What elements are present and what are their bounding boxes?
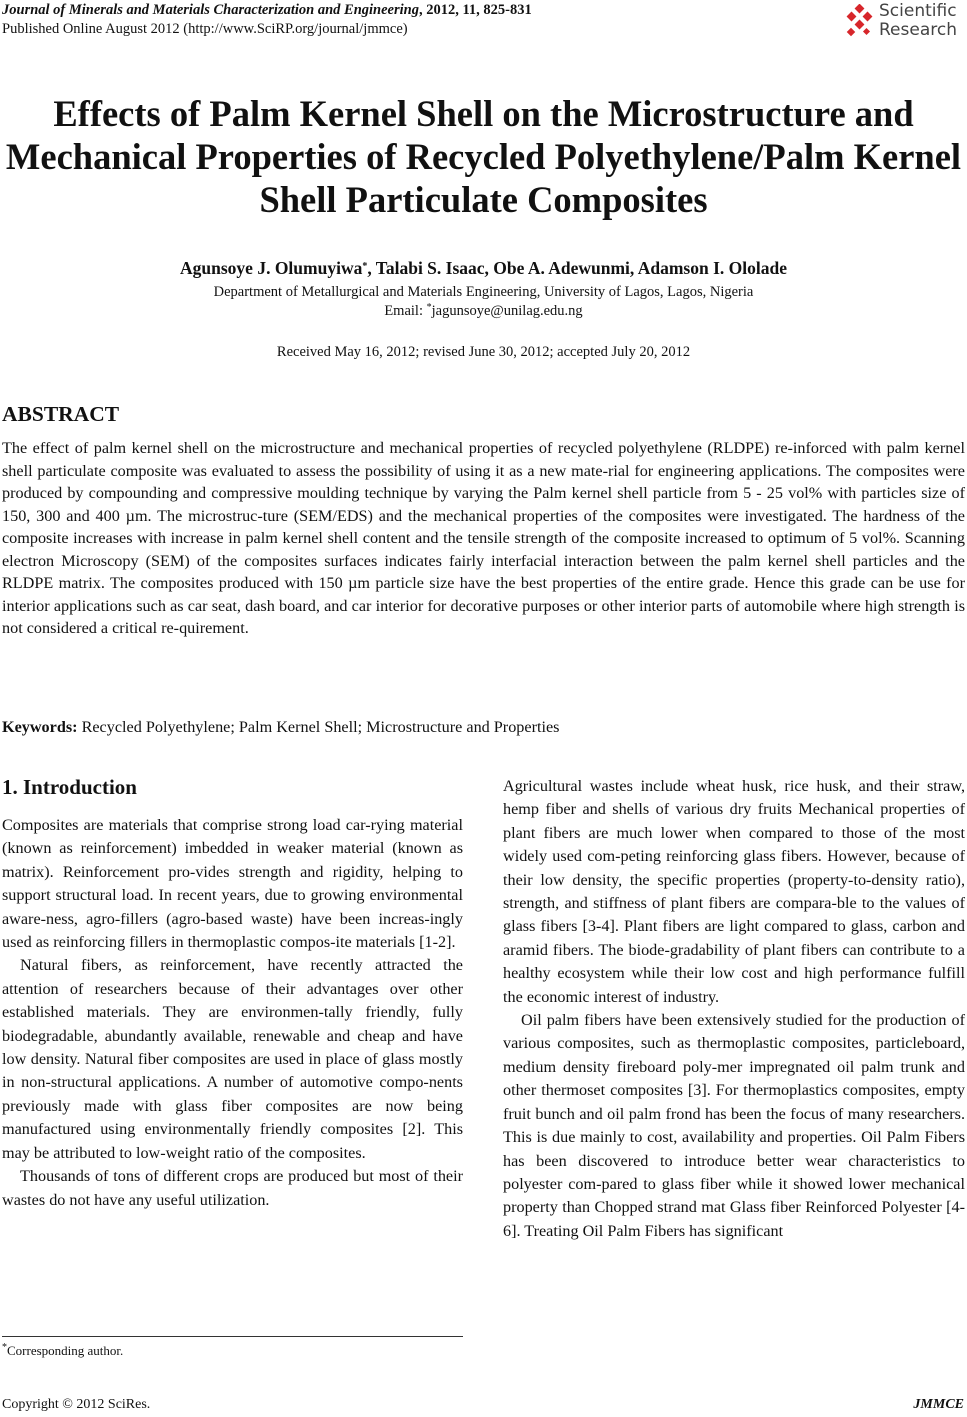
journal-name: Journal of Minerals and Materials Characterization and Engineering	[2, 2, 419, 18]
logo-line-1: Scientific	[879, 1, 957, 21]
intro-paragraph-3: Thousands of tons of different crops are produced but most of their wastes do not have any useful utilization.	[2, 1167, 463, 1209]
email-label: Email:	[384, 303, 427, 319]
scientific-research-logo	[845, 2, 965, 42]
intro-paragraph-4: Agricultural wastes include wheat husk, rice husk, and their straw, hemp fiber and shells of various dry fruits Mechanical properties of plant fibers are much lower when compared to those of the most widely used com-peting reinforcing glass fibers. However, because of their low density, the specific properties (property-to-density ratio), strength, and stiffness of plant fibers are compara-ble to the values of glass fibers [3-4]. Plant fibers are light compared to glass, carbon and aramid fibers. The biode-gradability of plant fibers can contribute to a healthy ecosystem while their low cost and high performance fulfill the economic interest of industry.	[503, 777, 965, 1006]
right-column	[503, 775, 965, 1243]
publication-info: Published Online August 2012 (http://www.SciRP.org/journal/jmmce)	[2, 21, 408, 37]
footnote-text: Corresponding author.	[7, 1343, 124, 1358]
paper-title: Effects of Palm Kernel Shell on the Microstructure and Mechanical Properties of Recycled Polyethylene/Palm Kernel Shell Particulate Composites	[5, 93, 962, 220]
abstract-heading: ABSTRACT	[2, 402, 120, 426]
intro-paragraph-2: Natural fibers, as reinforcement, have recently attracted the attention of researchers because of their advantages over other established materials. They are environmen-tally friendly, fully biodegradable, abundantly available, renewable and cheap and have low density. Natural fiber composites are used in place of glass mostly in non-structural applications. A number of automotive compo-nents previously made with glass fiber composites are now being manufactured using environmentally friendly composites [2]. This may be attributed to low-weight ratio of the composites.	[2, 956, 463, 1162]
journal-citation	[2, 1, 532, 19]
email-mark: *	[426, 302, 432, 313]
footer-journal-abbr: JMMCE	[913, 1397, 964, 1412]
keywords	[2, 718, 965, 737]
keywords-text: Recycled Polyethylene; Palm Kernel Shell; Microstructure and Properties	[77, 718, 560, 736]
logo-text	[879, 2, 957, 40]
logo-line-2: Research	[879, 20, 957, 40]
footnote-mark: *	[2, 1342, 7, 1353]
intro-paragraph-1: Composites are materials that comprise strong load car-rying material (known as reinforcement) imbedded in weaker material (known as matrix). Reinforcement pro-vides strength and rigidity, helping to support structural load. In recent years, due to growing environmental aware-ness, agro-fillers (agro-based waste) have been increas-ingly used as reinforcing fillers in thermoplastic compos-ite materials [1-2].	[2, 816, 463, 952]
footnote-divider	[2, 1336, 463, 1337]
corresponding-mark: *	[362, 261, 368, 272]
affiliation: Department of Metallurgical and Materials Engineering, University of Lagos, Lagos, Nigeria	[213, 284, 754, 300]
footnote	[2, 1343, 123, 1359]
scientific-research-logo-icon	[845, 4, 875, 40]
abstract-text: The effect of palm kernel shell on the microstructure and mechanical properties of recycled polyethylene (RLDPE) re-inforced with palm kernel shell particulate composite was evaluated to assess the possibility of using it as a new mate-rial for engineering applications. The composites were produced by compounding and compressive moulding technique by varying the Palm kernel shell particle from 5 - 25 vol% with particles size of 150, 300 and 400 µm. The microstruc-ture (SEM/EDS) and the mechanical properties of the composites were investigated. The hardness of the composite increases with increase in palm kernel shell content and the tensile strength of the composite increased to optimum of 5 vol%. Scanning electron Microscopy (SEM) of the composites surfaces indicates fairly interfacial interaction between the palm kernel shell particles and the RLDPE matrix. The composites produced with 150 µm particle size have the best properties of the entire grade. Hence this grade can be use for interior applications such as car seat, dash board, and car interior for decorative purposes or other interior parts of automobile where high strength is not considered a critical re-quirement.	[2, 439, 965, 637]
journal-volume: , 2012, 11, 825-831	[418, 2, 532, 18]
intro-paragraph-5: Oil palm fibers have been extensively studied for the production of various composites, such as thermoplastic composites, particleboard, medium density fireboard poly-mer impregnated oil palm trunk and other thermoset composites [3]. For thermoplastics composites, empty fruit bunch and oil palm frond has been the focus of many researchers. This is due mainly to cost, availability and properties. Oil Palm Fibers has been discovered to introduce better wear characteristics to polyester com-pared to glass fiber while it showed lower mechanical property than Chopped strand mat Glass fiber Reinforced Polyester [4-6]. Treating Oil Palm Fibers has significant	[503, 1011, 965, 1240]
other-authors: , Talabi S. Isaac, Obe A. Adewunmi, Adamson I. Ololade	[367, 258, 787, 278]
copyright: Copyright © 2012 SciRes.	[2, 1397, 151, 1412]
left-column	[2, 814, 463, 1212]
received-dates: Received May 16, 2012; revised June 30, 2012; accepted July 20, 2012	[276, 344, 691, 360]
author-list	[0, 258, 967, 279]
first-author: Agunsoye J. Olumuyiwa	[180, 258, 363, 278]
email-line	[0, 303, 967, 320]
email-address[interactable]: jagunsoye@unilag.edu.ng	[431, 303, 583, 319]
keywords-label: Keywords:	[2, 718, 78, 736]
section-heading-introduction: 1. Introduction	[2, 775, 137, 799]
